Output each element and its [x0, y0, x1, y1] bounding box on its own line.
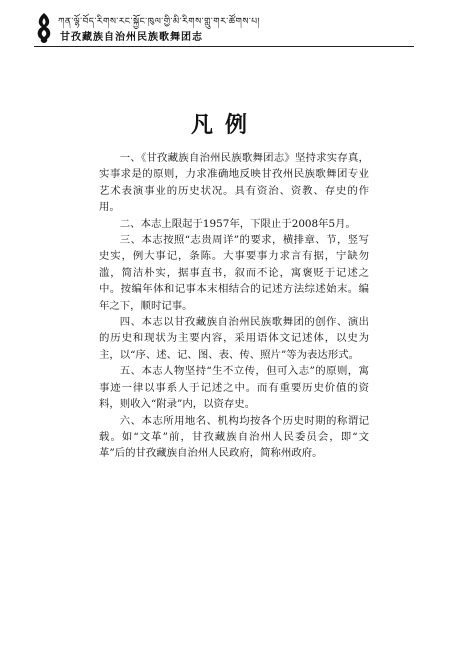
header-tibetan-title: ཀན་ལྷོ་བོད་རིགས་རང་སྐྱོང་ཁུལ་གྱི་མི་རིགས་གླུ་གར་ཚོགས་པ།	[58, 17, 261, 27]
paragraph-4: 四、本志以甘孜藏族自治州民族歌舞团的创作、演出的历史和现状为主要内容，采用语体文记述体，以史为主，以“序、述、记、图、表、传、照片”等为表达形式。	[99, 316, 369, 361]
stylized-emblem-icon	[34, 12, 54, 44]
paragraph-2: 二、本志上限起于1957年，下限止于2008年5月。	[119, 217, 356, 230]
paragraph-1: 一、《甘孜藏族自治州民族歌舞团志》坚持求实存真，实事求是的原则，力求准确地反映甘孜州民族歌舞团专业艺术表演事业的历史状况。具有资治、资教、存史的作用。	[99, 152, 369, 214]
page-header	[34, 10, 414, 46]
header-divider	[34, 46, 414, 47]
paragraph-6: 六、本志所用地名、机构均按各个历史时期的称谓记载。如“文革”前，甘孜藏族自治州人民委员会，即“文革”后的甘孜藏族自治州人民政府，简称州政府。	[99, 414, 369, 460]
paragraph-5: 五、本志人物坚持“生不立传，但可入志”的原则，寓事迹一律以事系人于记述之中。而有重要历史价值的资料，则收入“附录”内，以资存史。	[99, 365, 369, 411]
header-chinese-title: 甘孜藏族自治州民族歌舞团志	[60, 32, 203, 43]
main-content	[99, 150, 369, 462]
paragraph-3: 三、本志按照“志贵周详”的要求，横排章、节，竖写史实，例大事记，条陈。大事要事力求言有据，宁缺勿滥，简洁朴实，据事直书，叙而不论，寓褒贬于记述之中。按编年体和记事本末相结合的记述方法综述始末。编年之下，顺时记事。	[99, 234, 369, 312]
page-title: 凡例	[190, 113, 259, 138]
